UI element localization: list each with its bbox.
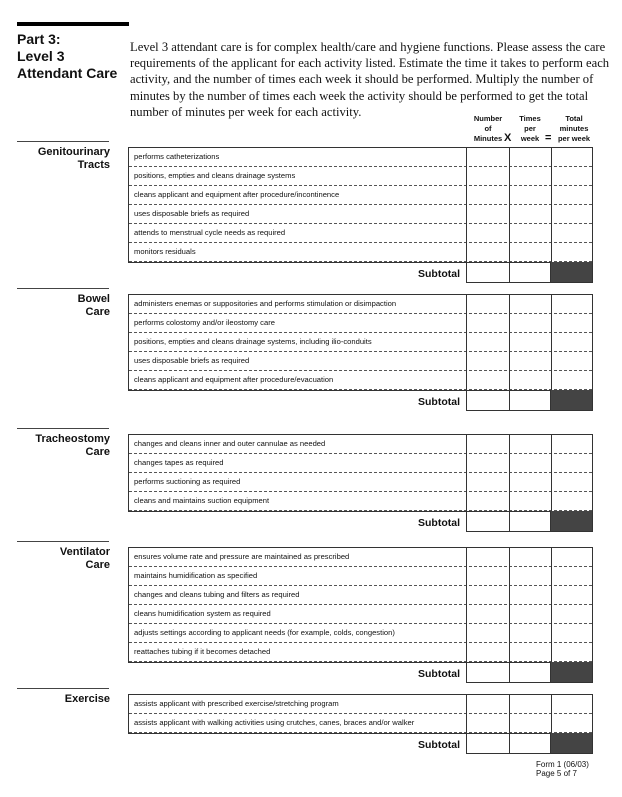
- column-divider: [551, 548, 552, 662]
- activity-table: [128, 694, 593, 734]
- column-header-total: Total minutes per week: [557, 114, 591, 143]
- minutes-field[interactable]: [466, 695, 509, 713]
- subtotal-total-field[interactable]: [551, 662, 592, 682]
- times-per-week-field[interactable]: [509, 371, 551, 389]
- section-rule: [17, 428, 109, 429]
- subtotal-total-field[interactable]: [551, 733, 592, 753]
- subtotal-label: Subtotal: [418, 517, 460, 529]
- subtotal-minutes-cell: [467, 511, 510, 531]
- times-per-week-field[interactable]: [509, 243, 551, 261]
- times-per-week-field[interactable]: [509, 314, 551, 332]
- activity-table: [128, 147, 593, 263]
- subtotal-times-cell: [510, 390, 551, 410]
- times-per-week-field[interactable]: [509, 186, 551, 204]
- instructions-paragraph: Level 3 attendant care is for complex health/care and hygiene functions. Please assess the care requirements of the applicant for each activity listed. Estimate the time it takes to perform each activity, and the number of times each week it should be performed. Multiply the number of minutes by the number of times each week the activity should be performed to get the total number of minutes per week for each activity.: [130, 40, 610, 119]
- activity-row: [129, 492, 592, 511]
- section-label-line: Exercise: [64, 693, 110, 705]
- part-level: Level 3: [17, 48, 65, 64]
- total-minutes-field[interactable]: [551, 643, 593, 661]
- total-minutes-field[interactable]: [551, 186, 593, 204]
- section-label: [17, 546, 110, 572]
- minutes-field[interactable]: [466, 643, 509, 661]
- times-per-week-field[interactable]: [509, 454, 551, 472]
- section-rule: [17, 141, 109, 142]
- activity-row: [129, 148, 592, 167]
- subtotal-row: [418, 390, 593, 411]
- section-label: [17, 146, 110, 172]
- total-minutes-field[interactable]: [551, 492, 593, 510]
- subtotal-label: Subtotal: [418, 268, 460, 280]
- times-per-week-field[interactable]: [509, 435, 551, 453]
- minutes-field[interactable]: [466, 435, 509, 453]
- subtotal-total-field[interactable]: [551, 511, 592, 531]
- activity-label: cleans humidification system as required: [134, 609, 271, 618]
- subtotal-times-cell: [510, 262, 551, 282]
- activity-label: adjusts settings according to applicant needs (for example, colds, congestion): [134, 628, 395, 637]
- subtotal-label: Subtotal: [418, 396, 460, 408]
- activity-label: changes and cleans tubing and filters as required: [134, 590, 300, 599]
- minutes-field[interactable]: [466, 567, 509, 585]
- subtotal-row: [418, 662, 593, 683]
- column-divider: [551, 435, 552, 511]
- section-label: [17, 293, 110, 319]
- activity-row: [129, 567, 592, 586]
- section-label-line: Care: [85, 306, 110, 318]
- minutes-field[interactable]: [466, 148, 509, 166]
- section-label-line: Bowel: [77, 293, 110, 305]
- column-header-minutes: Number of Minutes: [473, 114, 503, 143]
- activity-label: positions, empties and cleans drainage systems: [134, 171, 296, 180]
- total-minutes-field[interactable]: [551, 714, 593, 732]
- minutes-field[interactable]: [466, 352, 509, 370]
- section-label-line: Genitourinary: [37, 146, 110, 158]
- section-label: [17, 693, 110, 706]
- column-divider: [551, 295, 552, 390]
- part-title: [17, 31, 127, 82]
- total-minutes-field[interactable]: [551, 295, 593, 313]
- minutes-field[interactable]: [466, 714, 509, 732]
- total-minutes-field[interactable]: [551, 205, 593, 223]
- total-minutes-field[interactable]: [551, 624, 593, 642]
- activity-row: [129, 586, 592, 605]
- activity-table: [128, 294, 593, 391]
- minutes-field[interactable]: [466, 295, 509, 313]
- times-per-week-field[interactable]: [509, 167, 551, 185]
- total-minutes-field[interactable]: [551, 454, 593, 472]
- times-per-week-field[interactable]: [509, 586, 551, 604]
- column-divider: [466, 435, 467, 511]
- activity-table: [128, 547, 593, 663]
- minutes-field[interactable]: [466, 624, 509, 642]
- activity-label: monitors residuals: [134, 247, 196, 256]
- activity-label: maintains humidification as specified: [134, 571, 258, 580]
- activity-row: [129, 167, 592, 186]
- activity-row: [129, 314, 592, 333]
- activity-row: [129, 454, 592, 473]
- minutes-field[interactable]: [466, 314, 509, 332]
- column-divider: [551, 148, 552, 262]
- subtotal-row: [418, 733, 593, 754]
- times-per-week-field[interactable]: [509, 605, 551, 623]
- activity-label: performs colostomy and/or ileostomy care: [134, 318, 275, 327]
- activity-label: ensures volume rate and pressure are maintained as prescribed: [134, 552, 350, 561]
- section-rule: [17, 541, 109, 542]
- times-per-week-field[interactable]: [509, 295, 551, 313]
- column-divider: [466, 695, 467, 733]
- minutes-field[interactable]: [466, 454, 509, 472]
- times-per-week-field[interactable]: [509, 643, 551, 661]
- activity-label: reattaches tubing if it becomes detached: [134, 647, 271, 656]
- column-divider: [466, 548, 467, 662]
- minutes-field[interactable]: [466, 333, 509, 351]
- activity-label: uses disposable briefs as required: [134, 356, 250, 365]
- activity-row: [129, 624, 592, 643]
- subtotal-minutes-cell: [467, 390, 510, 410]
- minutes-field[interactable]: [466, 548, 509, 566]
- minutes-field[interactable]: [466, 586, 509, 604]
- times-per-week-field[interactable]: [509, 492, 551, 510]
- activity-row: [129, 435, 592, 454]
- total-minutes-field[interactable]: [551, 352, 593, 370]
- activity-row: [129, 548, 592, 567]
- column-divider: [509, 435, 510, 511]
- activity-label: positions, empties and cleans drainage systems, including ilio-conduits: [134, 337, 372, 346]
- minutes-field[interactable]: [466, 492, 509, 510]
- activity-row: [129, 605, 592, 624]
- subtotal-minutes-cell: [467, 733, 510, 753]
- activity-label: uses disposable briefs as required: [134, 209, 250, 218]
- minutes-field[interactable]: [466, 167, 509, 185]
- activity-row: [129, 352, 592, 371]
- activity-row: [129, 371, 592, 390]
- column-divider: [509, 548, 510, 662]
- activity-row: [129, 643, 592, 662]
- times-per-week-field[interactable]: [509, 148, 551, 166]
- times-per-week-field[interactable]: [509, 473, 551, 491]
- section-label-line: Ventilator: [59, 546, 110, 558]
- total-minutes-field[interactable]: [551, 314, 593, 332]
- column-header-times: Times per week: [519, 114, 541, 143]
- minutes-field[interactable]: [466, 605, 509, 623]
- subtotal-label: Subtotal: [418, 668, 460, 680]
- total-minutes-field[interactable]: [551, 473, 593, 491]
- total-minutes-field[interactable]: [551, 695, 593, 713]
- column-divider: [509, 148, 510, 262]
- total-minutes-field[interactable]: [551, 567, 593, 585]
- page-number: Page 5 of 7: [536, 769, 577, 778]
- section-label-line: Tracts: [77, 159, 110, 171]
- subtotal-total-field[interactable]: [551, 262, 592, 282]
- column-divider: [551, 695, 552, 733]
- activity-row: [129, 205, 592, 224]
- times-per-week-field[interactable]: [509, 695, 551, 713]
- section-rule: [17, 288, 109, 289]
- total-minutes-field[interactable]: [551, 548, 593, 566]
- minutes-field[interactable]: [466, 205, 509, 223]
- times-per-week-field[interactable]: [509, 333, 551, 351]
- form-footer: [536, 760, 589, 778]
- activity-table: [128, 434, 593, 512]
- activity-label: cleans applicant and equipment after procedure/incontinence: [134, 190, 340, 199]
- column-divider: [466, 295, 467, 390]
- times-per-week-field[interactable]: [509, 567, 551, 585]
- section-label-line: Tracheostomy: [35, 433, 110, 445]
- activity-row: [129, 333, 592, 352]
- activity-label: cleans applicant and equipment after procedure/evacuation: [134, 375, 334, 384]
- activity-label: assists applicant with walking activities using crutches, canes, braces and/or walker: [134, 718, 415, 727]
- activity-row: [129, 473, 592, 492]
- section-label: [17, 433, 110, 459]
- times-per-week-field[interactable]: [509, 624, 551, 642]
- section-label-line: Care: [85, 446, 110, 458]
- total-minutes-field[interactable]: [551, 586, 593, 604]
- minutes-field[interactable]: [466, 224, 509, 242]
- header-rule: [17, 22, 129, 26]
- total-minutes-field[interactable]: [551, 605, 593, 623]
- subtotal-label: Subtotal: [418, 739, 460, 751]
- part-heading: Attendant Care: [17, 65, 118, 81]
- column-divider: [509, 695, 510, 733]
- activity-row: [129, 695, 592, 714]
- subtotal-times-cell: [510, 511, 551, 531]
- subtotal-row: [418, 511, 593, 532]
- activity-row: [129, 295, 592, 314]
- minutes-field[interactable]: [466, 243, 509, 261]
- activity-label: assists applicant with prescribed exercise/stretching program: [134, 699, 339, 708]
- times-per-week-field[interactable]: [509, 714, 551, 732]
- activity-label: administers enemas or suppositories and performs stimulation or disimpaction: [134, 299, 397, 308]
- times-per-week-field[interactable]: [509, 548, 551, 566]
- activity-label: performs catheterizations: [134, 152, 220, 161]
- activity-label: changes tapes as required: [134, 458, 224, 467]
- part-number: Part 3:: [17, 31, 61, 47]
- total-minutes-field[interactable]: [551, 148, 593, 166]
- subtotal-minutes-cell: [467, 662, 510, 682]
- total-minutes-field[interactable]: [551, 333, 593, 351]
- subtotal-total-field[interactable]: [551, 390, 592, 410]
- subtotal-times-cell: [510, 733, 551, 753]
- times-per-week-field[interactable]: [509, 352, 551, 370]
- minutes-field[interactable]: [466, 473, 509, 491]
- activity-row: [129, 186, 592, 205]
- subtotal-times-cell: [510, 662, 551, 682]
- activity-row: [129, 714, 592, 733]
- times-per-week-field[interactable]: [509, 205, 551, 223]
- activity-row: [129, 243, 592, 262]
- column-divider: [466, 148, 467, 262]
- form-number: Form 1 (06/03): [536, 760, 589, 769]
- total-minutes-field[interactable]: [551, 224, 593, 242]
- total-minutes-field[interactable]: [551, 167, 593, 185]
- section-label-line: Care: [85, 559, 110, 571]
- activity-row: [129, 224, 592, 243]
- equals-sign: =: [545, 132, 552, 144]
- minutes-field[interactable]: [466, 186, 509, 204]
- total-minutes-field[interactable]: [551, 371, 593, 389]
- multiply-sign: X: [504, 132, 512, 144]
- total-minutes-field[interactable]: [551, 435, 593, 453]
- column-divider: [509, 295, 510, 390]
- activity-label: attends to menstrual cycle needs as required: [134, 228, 286, 237]
- subtotal-minutes-cell: [467, 262, 510, 282]
- minutes-field[interactable]: [466, 371, 509, 389]
- activity-label: cleans and maintains suction equipment: [134, 496, 270, 505]
- subtotal-row: [418, 262, 593, 283]
- activity-label: performs suctioning as required: [134, 477, 241, 486]
- section-rule: [17, 688, 109, 689]
- times-per-week-field[interactable]: [509, 224, 551, 242]
- total-minutes-field[interactable]: [551, 243, 593, 261]
- activity-label: changes and cleans inner and outer cannulae as needed: [134, 439, 326, 448]
